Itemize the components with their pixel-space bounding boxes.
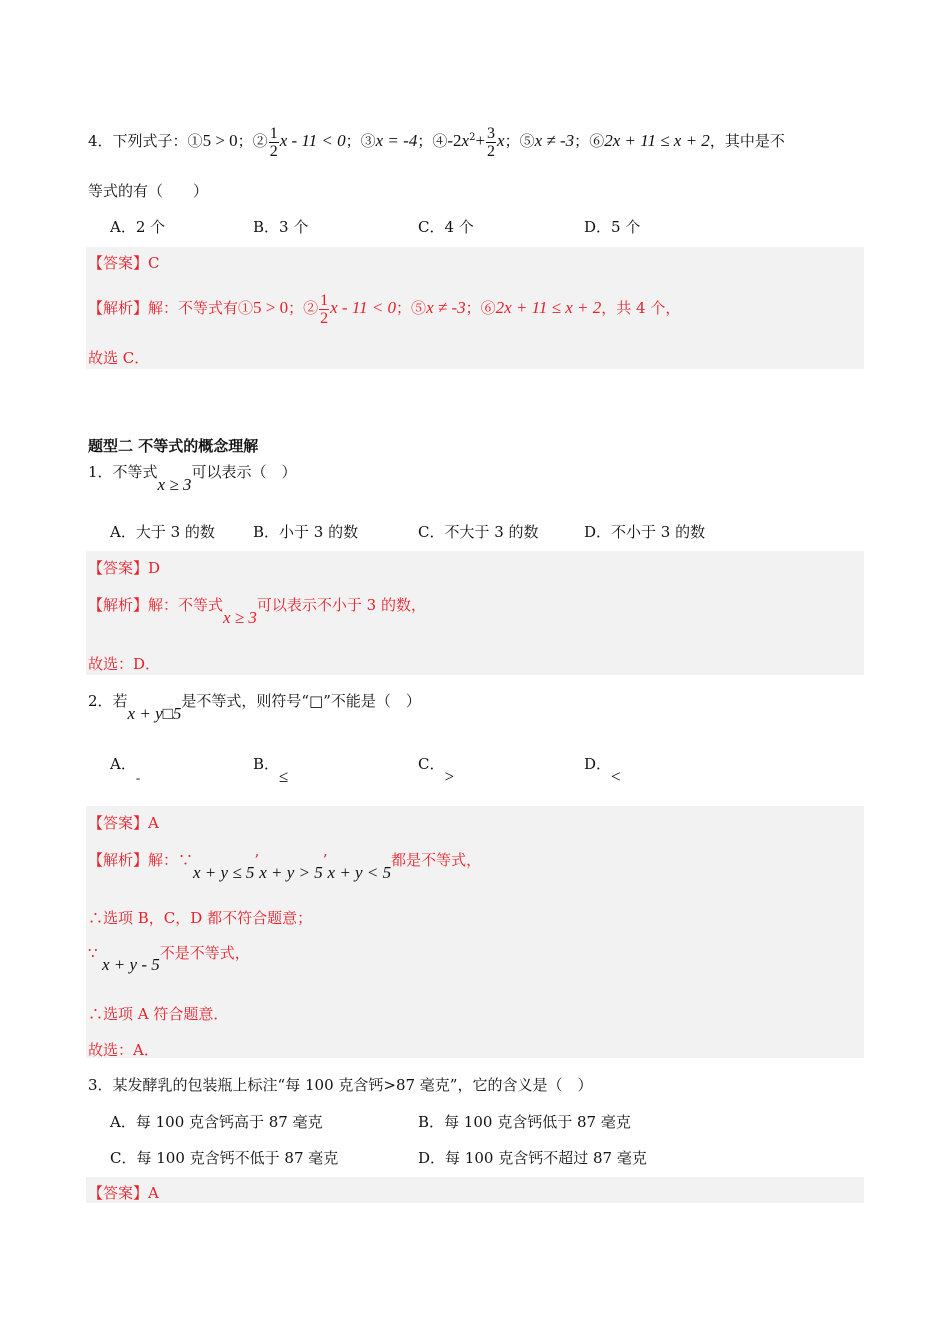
q2-exp-text1: 【解析】解：∵ xyxy=(88,851,194,869)
q2-explanation-line4: ∴选项 A 符合题意． xyxy=(88,1005,229,1023)
q2-exp-text2: 都是不等式， xyxy=(391,851,482,869)
q4-prefix: 4．下列式子： xyxy=(88,132,188,150)
q4-question-line1: 4．下列式子：①5 > 0；② $\frac{1}{2}$ x - 11 < 0；③x = -4；$④-2x^2+$ $\frac{3}{2}$ x；⑤x ≠ -3；⑥2x + 11 ≤ x + 2，其中是不 xyxy=(88,124,785,160)
q4-exp-expr5: x ≠ -3 xyxy=(426,298,466,317)
q2-option-b xyxy=(253,753,289,786)
q4-expr4-var: x xyxy=(461,131,470,150)
q4-option-a: A．2 个 xyxy=(110,218,166,236)
q1-option-a: A．大于 3 的数 xyxy=(110,523,215,541)
q4-fraction-three-halves: $\frac{3}{2}$ xyxy=(487,124,496,160)
q1-exp-text1: 【解析】解：不等式 xyxy=(88,596,224,614)
q2-option-c-symbol: > xyxy=(444,767,455,786)
q4-expr2: x - 11 < 0 xyxy=(279,131,346,150)
q1-option-b: B．小于 3 的数 xyxy=(253,523,359,541)
q2-option-c xyxy=(418,753,455,786)
q4-option-b: B．3 个 xyxy=(253,218,309,236)
q2-exp-math4: x + y - 5 xyxy=(102,955,160,974)
q1-math: x ≥ 3 xyxy=(157,475,192,494)
q3-option-a: A．每 100 克含钙高于 87 毫克 xyxy=(110,1113,323,1131)
q4-item1-marker: ① xyxy=(187,132,203,150)
q2-text: 2．若 xyxy=(88,692,128,710)
q4-item5-marker: ⑤ xyxy=(519,132,535,150)
q4-expr4-plus: + xyxy=(475,131,486,150)
q4-question-line2: 等式的有（ ） xyxy=(88,182,209,200)
q1-option-c: C．不大于 3 的数 xyxy=(418,523,539,541)
q4-expr1: 5 > 0 xyxy=(202,131,238,150)
q1-option-d: D．不小于 3 的数 xyxy=(584,523,706,541)
q2-exp-math3: x + y < 5 xyxy=(327,863,392,882)
q2-option-a-label: A． xyxy=(110,755,136,773)
q2-math: x + y□5 xyxy=(127,704,182,723)
q4-item6-marker: ⑥ xyxy=(589,132,605,150)
q4-exp-suffix: ，共 4 个， xyxy=(601,299,681,317)
q3-answer: 【答案】A xyxy=(88,1184,159,1202)
q1-exp-conclusion: 故选：D． xyxy=(88,655,161,673)
q2-question xyxy=(88,690,421,723)
q3-option-b: B．每 100 克含钙低于 87 毫克 xyxy=(418,1113,631,1131)
q2-exp-sep2: ’ xyxy=(322,851,328,869)
q3-option-d: D．每 100 克含钙不超过 87 毫克 xyxy=(418,1149,647,1167)
q2-option-a-symbol: - xyxy=(135,770,141,785)
q4-exp-prefix: 【解析】解：不等式有① xyxy=(88,299,254,317)
q2-exp-text5: 不是不等式， xyxy=(159,944,250,962)
q2-exp-because: ∵ xyxy=(88,944,98,962)
q2-exp-math2: x + y > 5 xyxy=(259,863,323,882)
q4-expr6: 2x + 11 ≤ x + 2 xyxy=(604,131,710,150)
q3-answer-box xyxy=(86,1177,864,1203)
q2-explanation-line2: ∴选项 B，C，D 都不符合题意； xyxy=(88,909,313,927)
q2-option-b-label: B． xyxy=(253,755,280,773)
q1-text: 1．不等式 xyxy=(88,463,158,481)
q4-expr5: x ≠ -3 xyxy=(534,131,575,150)
q2-exp-conclusion: 故选：A． xyxy=(88,1041,159,1059)
q3-option-c: C．每 100 克含钙不低于 87 毫克 xyxy=(110,1149,339,1167)
q2-exp-math1: x + y ≤ 5 xyxy=(193,863,255,882)
q2-option-b-symbol: ≤ xyxy=(279,767,289,786)
q4-exp-expr1: 5 > 0 xyxy=(253,298,289,317)
q2-explanation-line3 xyxy=(88,944,250,983)
q4-exp-expr2: x - 11 < 0 xyxy=(330,298,397,317)
q1-explanation xyxy=(88,594,426,627)
q2-explanation-line1 xyxy=(88,849,482,882)
q2-option-d-label: D． xyxy=(584,755,612,773)
q4-answer: 【答案】C xyxy=(88,254,160,272)
q4-expr4-exponent: 2 xyxy=(469,132,476,143)
q1-question xyxy=(88,461,297,494)
q4-exp-item5: ；⑤ xyxy=(396,299,427,317)
q4-item3-marker: ③ xyxy=(360,132,376,150)
q4-option-d: D．5 个 xyxy=(584,218,641,236)
q4-explanation xyxy=(88,288,680,328)
q4-expr4-coef: -2 xyxy=(447,131,462,150)
q3-question: 3．某发酵乳的包装瓶上标注“每 100 克含钙>87 毫克”，它的含义是（ ） xyxy=(88,1076,593,1094)
q4-exp-item6: ；⑥ xyxy=(465,299,496,317)
q4-exp-fraction: $\frac{1}{2}$ xyxy=(320,291,329,327)
q1-exp-math: x ≥ 3 xyxy=(223,608,257,627)
q4-item4-marker: ④ xyxy=(432,132,448,150)
q4-suffix: ，其中是不 xyxy=(709,132,785,150)
section-title: 题型二 不等式的概念理解 xyxy=(88,437,259,455)
q1-text2: 可以表示（ ） xyxy=(191,463,297,481)
q2-option-d xyxy=(584,753,621,786)
q2-option-c-label: C． xyxy=(418,755,445,773)
q1-answer: 【答案】D xyxy=(88,559,161,577)
q2-option-d-symbol: < xyxy=(611,767,621,786)
q2-exp-sep1: ’ xyxy=(254,851,260,869)
q1-exp-text2: 可以表示不小于 3 的数， xyxy=(256,596,426,614)
q4-expr3: x = -4 xyxy=(375,131,418,150)
q4-expr4-var2: x xyxy=(497,131,505,150)
q2-text2: 是不等式，则符号“□”不能是（ ） xyxy=(181,692,421,710)
q4-fraction-half: $\frac{1}{2}$ xyxy=(269,124,278,160)
q4-option-c: C．4 个 xyxy=(418,218,474,236)
q2-answer: 【答案】A xyxy=(88,814,159,832)
q4-item2-marker: ② xyxy=(252,132,268,150)
q4-exp-conclusion: 故选 C． xyxy=(88,349,150,367)
q4-exp-expr6: 2x + 11 ≤ x + 2 xyxy=(495,298,602,317)
q2-option-a xyxy=(110,753,141,785)
q4-exp-item2: ；② xyxy=(288,299,319,317)
